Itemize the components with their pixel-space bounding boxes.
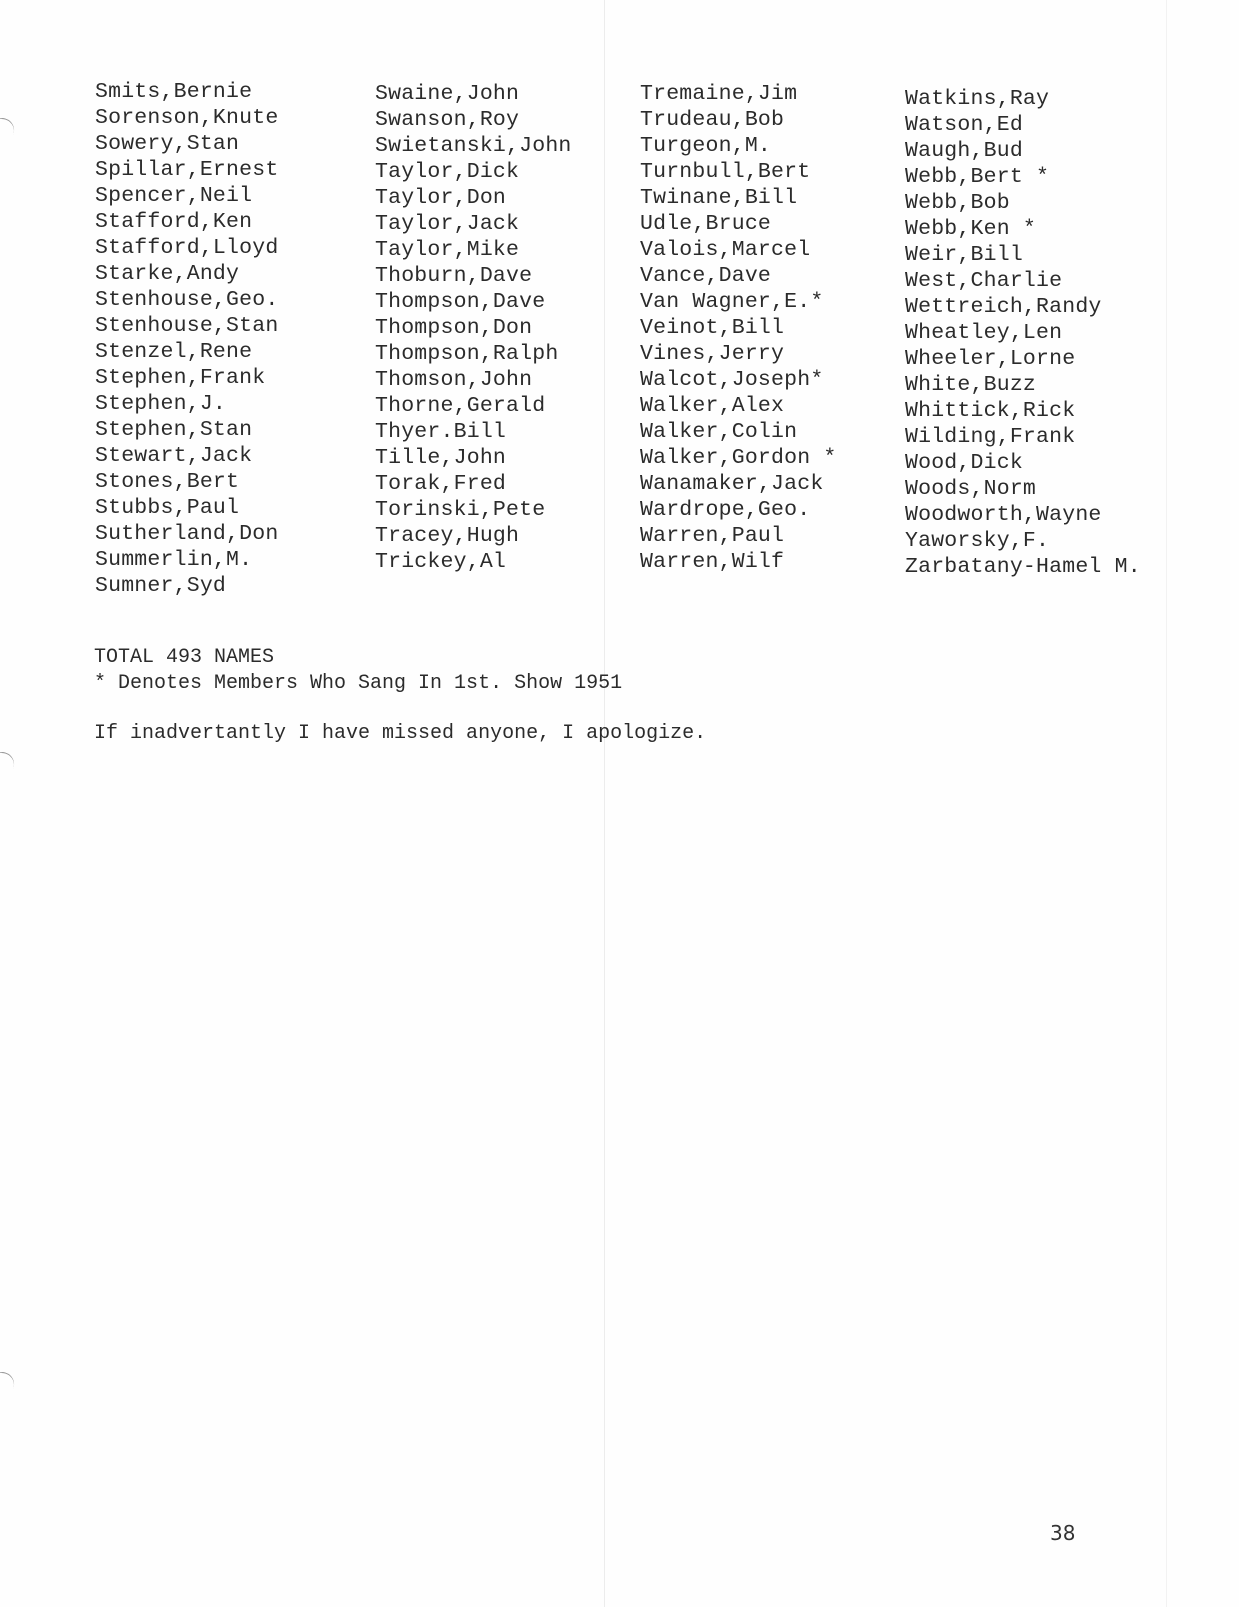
- name-entry: Thompson,Don: [375, 316, 533, 340]
- name-entry: Waugh,Bud: [905, 139, 1023, 163]
- name-entry: West,Charlie: [905, 269, 1063, 293]
- name-entry: Stephen,Stan: [95, 418, 253, 442]
- name-entry: Vance,Dave: [640, 264, 772, 288]
- name-entry: Taylor,Mike: [375, 238, 520, 262]
- punch-hole-mark: [0, 115, 18, 147]
- asterisk-legend: * Denotes Members Who Sang In 1st. Show 1951: [94, 672, 623, 695]
- name-entry: Starke,Andy: [95, 262, 240, 286]
- name-entry: Taylor,Dick: [375, 160, 520, 184]
- name-entry: Warren,Paul: [640, 524, 785, 548]
- name-entry: Thorne,Gerald: [375, 394, 546, 418]
- name-entry: Taylor,Don: [375, 186, 507, 210]
- name-entry: Whittick,Rick: [905, 399, 1076, 423]
- name-entry: Woodworth,Wayne: [905, 503, 1102, 527]
- name-entry: Warren,Wilf: [640, 550, 785, 574]
- total-names: TOTAL 493 NAMES: [94, 646, 275, 669]
- name-entry: Turnbull,Bert: [640, 160, 811, 184]
- name-entry: Sorenson,Knute: [95, 106, 279, 130]
- name-entry: Walcot,Joseph*: [640, 368, 824, 392]
- name-entry: Thomson,John: [375, 368, 533, 392]
- name-entry: Stephen,J.: [95, 392, 227, 416]
- name-entry: Wheatley,Len: [905, 321, 1063, 345]
- name-entry: Walker,Alex: [640, 394, 785, 418]
- name-entry: Stenhouse,Geo.: [95, 288, 279, 312]
- name-entry: Swaine,John: [375, 82, 520, 106]
- page-number: 38: [1050, 1521, 1076, 1545]
- name-entry: Thoburn,Dave: [375, 264, 533, 288]
- name-entry: Wardrope,Geo.: [640, 498, 811, 522]
- name-entry: Wood,Dick: [905, 451, 1023, 475]
- name-entry: Zarbatany-Hamel M.: [905, 555, 1141, 579]
- apology-note: If inadvertantly I have missed anyone, I apologize.: [94, 722, 707, 745]
- name-entry: Wanamaker,Jack: [640, 472, 824, 496]
- name-entry: Weir,Bill: [905, 243, 1023, 267]
- name-entry: Van Wagner,E.*: [640, 290, 824, 314]
- name-entry: Torak,Fred: [375, 472, 507, 496]
- name-entry: Torinski,Pete: [375, 498, 546, 522]
- name-entry: Stenzel,Rene: [95, 340, 253, 364]
- names-column-4: [905, 86, 1141, 580]
- name-entry: Stones,Bert: [95, 470, 240, 494]
- name-entry: Thompson,Ralph: [375, 342, 559, 366]
- name-entry: Swanson,Roy: [375, 108, 520, 132]
- name-entry: Thyer.Bill: [375, 420, 507, 444]
- names-column-3: [640, 81, 837, 575]
- name-entry: Wilding,Frank: [905, 425, 1076, 449]
- name-entry: Stafford,Lloyd: [95, 236, 279, 260]
- punch-hole-mark: [0, 1369, 18, 1401]
- name-entry: Turgeon,M.: [640, 134, 772, 158]
- name-entry: Thompson,Dave: [375, 290, 546, 314]
- name-entry: Smits,Bernie: [95, 80, 253, 104]
- name-entry: Webb,Ken *: [905, 217, 1037, 241]
- name-entry: Wettreich,Randy: [905, 295, 1102, 319]
- name-entry: Stafford,Ken: [95, 210, 253, 234]
- name-entry: Stenhouse,Stan: [95, 314, 279, 338]
- name-entry: Walker,Colin: [640, 420, 798, 444]
- name-entry: Stubbs,Paul: [95, 496, 240, 520]
- name-entry: Webb,Bob: [905, 191, 1010, 215]
- name-entry: Vines,Jerry: [640, 342, 785, 366]
- name-entry: Swietanski,John: [375, 134, 572, 158]
- name-entry: Sowery,Stan: [95, 132, 240, 156]
- name-entry: Udle,Bruce: [640, 212, 772, 236]
- name-entry: Walker,Gordon *: [640, 446, 837, 470]
- name-entry: Summerlin,M.: [95, 548, 253, 572]
- name-entry: Veinot,Bill: [640, 316, 785, 340]
- punch-hole-mark: [0, 749, 18, 781]
- name-entry: Twinane,Bill: [640, 186, 798, 210]
- name-entry: Watson,Ed: [905, 113, 1023, 137]
- names-column-2: [375, 81, 572, 575]
- name-entry: Sumner,Syd: [95, 574, 227, 598]
- name-entry: Woods,Norm: [905, 477, 1037, 501]
- name-entry: Taylor,Jack: [375, 212, 520, 236]
- name-entry: Tremaine,Jim: [640, 82, 798, 106]
- name-entry: Wheeler,Lorne: [905, 347, 1076, 371]
- name-entry: Tracey,Hugh: [375, 524, 520, 548]
- name-entry: Watkins,Ray: [905, 87, 1050, 111]
- name-entry: White,Buzz: [905, 373, 1037, 397]
- name-entry: Stewart,Jack: [95, 444, 253, 468]
- page-edge-line: [1166, 0, 1167, 1607]
- name-entry: Webb,Bert *: [905, 165, 1050, 189]
- page-fold-line: [604, 0, 605, 1607]
- name-entry: Tille,John: [375, 446, 507, 470]
- name-entry: Stephen,Frank: [95, 366, 266, 390]
- name-entry: Spencer,Neil: [95, 184, 253, 208]
- name-entry: Trudeau,Bob: [640, 108, 785, 132]
- name-entry: Trickey,Al: [375, 550, 507, 574]
- name-entry: Yaworsky,F.: [905, 529, 1050, 553]
- name-entry: Valois,Marcel: [640, 238, 811, 262]
- name-entry: Spillar,Ernest: [95, 158, 279, 182]
- name-entry: Sutherland,Don: [95, 522, 279, 546]
- names-column-1: [95, 79, 278, 599]
